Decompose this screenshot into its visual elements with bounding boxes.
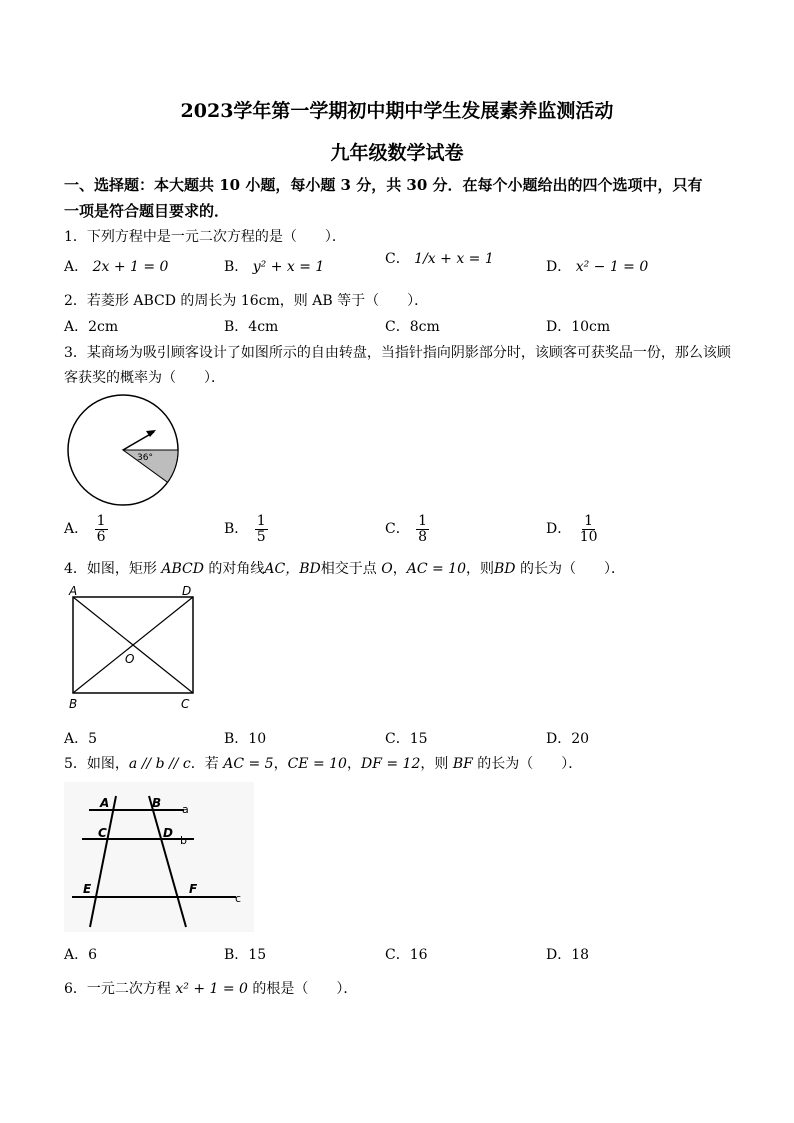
fraction-numerator: 1 (418, 513, 428, 529)
q5-stem-text: 5．如图， (64, 756, 129, 772)
q5-option-d: D．18 (546, 947, 590, 963)
q6-stem-text: 6．一元二次方程 (64, 981, 176, 997)
page-title: 2023学年第一学期初中期中学生发展素养监测活动 (180, 100, 614, 122)
q6-stem-text: 的根是（ ）． (247, 981, 358, 997)
q4-option-b: B．10 (224, 731, 267, 747)
q6-equation: x² + 1 = 0 (175, 981, 248, 997)
label-a: A (69, 584, 78, 598)
q1-option-d-expr: x² − 1 = 0 (575, 259, 649, 275)
q4-var-ac-bd: AC，BD (264, 561, 321, 577)
q1-option-c (385, 248, 494, 268)
label-f-point: F (189, 882, 198, 896)
q1-option-b (224, 256, 324, 276)
q3-option-b (224, 514, 270, 544)
q5-option-c: C．16 (385, 947, 428, 963)
label-c-line: c (235, 892, 242, 905)
q1-option-a (64, 256, 168, 276)
label-a-point: A (100, 796, 110, 810)
q4-var-abcd: ABCD (161, 561, 204, 577)
q2-option-a: A．2cm (64, 319, 119, 335)
fraction-numerator: 1 (256, 513, 266, 529)
q5-stem-text: ， (273, 756, 288, 772)
q2-option-c: C．8cm (385, 319, 440, 335)
q1-option-c-expr: 1/x + x = 1 (414, 251, 494, 267)
label-c-point: C (98, 826, 107, 840)
q4-stem-text: 的长为（ ）． (515, 561, 625, 577)
q1-option-d-label: D． (546, 259, 572, 275)
q5-stem-text: ．若 (190, 756, 224, 772)
label-b-point: B (152, 796, 162, 810)
page-subtitle: 九年级数学试卷 (330, 142, 464, 164)
fraction-denominator: 6 (96, 528, 106, 545)
q3-option-d-fraction (578, 514, 600, 544)
label-d-point: D (163, 826, 173, 840)
q2-stem: 2．若菱形 ABCD 的周长为 16cm，则 AB 等于（ ）． (64, 293, 429, 309)
q1-option-b-label: B． (224, 259, 249, 275)
q5-stem (64, 753, 582, 773)
q1-option-b-expr: y² + x = 1 (252, 259, 325, 275)
q4-stem-text: 的对角线 (203, 561, 265, 577)
q3-stem-line2: 客获奖的概率为（ ）． (64, 370, 225, 386)
section-heading-cont: 一项是符合题目要求的． (64, 202, 230, 220)
q5-parallel-lines: a // b // c (128, 756, 191, 772)
q6-stem (64, 978, 357, 998)
q1-stem: 1．下列方程中是一元二次方程的是（ ）． (64, 229, 346, 245)
q4-option-a: A．5 (64, 731, 98, 747)
q1-option-a-label: A． (64, 259, 89, 275)
q4-stem-text: 相交于点 (320, 561, 382, 577)
label-d: D (182, 584, 192, 598)
q3-option-c-label: C． (385, 521, 410, 538)
q4-stem-text: ，则 (465, 561, 494, 577)
spinner-figure (60, 388, 190, 512)
q3-option-b-fraction (255, 514, 268, 544)
q4-var-o: O (381, 561, 393, 577)
label-e-point: E (83, 882, 92, 896)
q3-option-a-fraction (95, 514, 108, 544)
fraction-numerator: 1 (584, 513, 594, 529)
q3-option-c-fraction (416, 514, 429, 544)
q3-option-b-label: B． (224, 521, 249, 538)
q5-stem-text: ，则 (420, 756, 453, 772)
q5-equation-ac: AC = 5 (223, 756, 274, 772)
label-b: B (69, 697, 78, 711)
angle-label: 36° (137, 453, 153, 463)
q4-equation: AC = 10 (406, 561, 466, 577)
q1-option-d (546, 256, 648, 276)
q5-equation-ce: CE = 10 (287, 756, 347, 772)
label-b-line: b (180, 834, 187, 847)
q4-option-c: C．15 (385, 731, 428, 747)
label-o: O (125, 652, 135, 666)
q3-stem-line1: 3．某商场为吸引顾客设计了如图所示的自由转盘，当指针指向阴影部分时，该顾客可获奖品一份，那么该顾 (64, 345, 731, 361)
q3-option-a (64, 514, 110, 544)
q4-option-d: D．20 (546, 731, 590, 747)
q5-stem-text: ， (346, 756, 361, 772)
rectangle-figure (64, 584, 204, 714)
q3-option-d-label: D． (546, 521, 572, 538)
fraction-numerator: 1 (96, 513, 106, 529)
q5-var-bf: BF (452, 756, 473, 772)
q1-option-a-expr: 2x + 1 = 0 (92, 259, 169, 275)
q2-option-d: D．10cm (546, 319, 611, 335)
q5-option-b: B．15 (224, 947, 267, 963)
fraction-denominator: 10 (579, 528, 598, 545)
section-heading: 一、选择题：本大题共 10 小题，每小题 3 分，共 30 分．在每个小题给出的四个选项中，只有 (64, 176, 703, 194)
parallel-lines-figure (64, 782, 254, 932)
q4-stem (64, 558, 625, 578)
q4-stem-text: 4．如图，矩形 (64, 561, 162, 577)
q4-stem-text: ， (392, 561, 407, 577)
q5-option-a: A．6 (64, 947, 98, 963)
label-c: C (181, 697, 190, 711)
fraction-denominator: 8 (418, 528, 428, 545)
q3-option-a-label: A． (64, 521, 89, 538)
q5-equation-df: DF = 12 (360, 756, 421, 772)
q2-option-b: B．4cm (224, 319, 279, 335)
q3-option-d (546, 514, 602, 544)
q4-var-bd: BD (493, 561, 516, 577)
fraction-denominator: 5 (256, 528, 266, 545)
label-a-line: a (182, 803, 189, 816)
q1-option-c-label: C． (385, 251, 410, 267)
q3-option-c (385, 514, 431, 544)
q5-stem-text: 的长为（ ）． (472, 756, 583, 772)
